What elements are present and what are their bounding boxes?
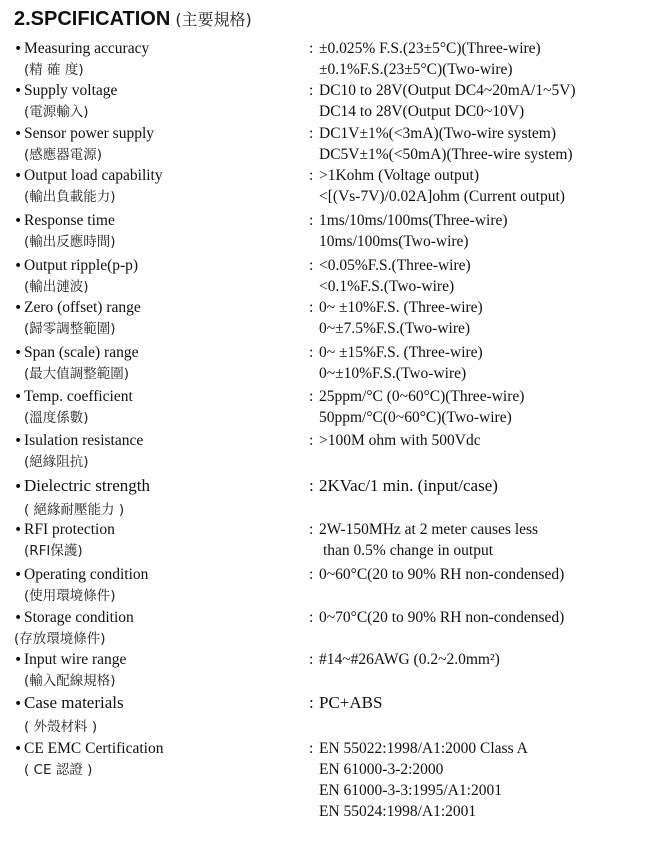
spec-label-zh: (輸入配線規格)	[24, 673, 116, 689]
spec-value: #14~#26AWG (0.2~2.0mm²)	[319, 651, 500, 668]
spec-value: >1Kohm (Voltage output)	[319, 167, 479, 184]
spec-label-zh: ( 絕緣耐壓能力 )	[24, 502, 125, 518]
spec-label: Sensor power supply	[24, 125, 155, 142]
spec-label-zh: ( CE 認證 )	[24, 762, 93, 778]
spec-value: 2KVac/1 min. (input/case)	[319, 476, 498, 495]
spec-value: >100M ohm with 500Vdc	[319, 432, 481, 449]
bullet-icon: •	[14, 83, 23, 99]
spec-label-zh: (絕緣阻抗)	[24, 454, 89, 470]
bullet-icon: •	[14, 652, 23, 668]
spec-value: 1ms/10ms/100ms(Three-wire)	[319, 212, 508, 229]
bullet-icon: •	[14, 696, 23, 712]
spec-value: 10ms/100ms(Two-wire)	[319, 233, 469, 250]
spec-label: Supply voltage	[24, 82, 118, 99]
spec-label-zh: ( 外殼材料 )	[24, 719, 98, 735]
bullet-icon: •	[14, 345, 23, 361]
bullet-icon: •	[14, 741, 23, 757]
spec-label-zh: (感應器電源)	[24, 147, 103, 163]
spec-label: RFI protection	[24, 521, 115, 538]
spec-value: EN 55024:1998/A1:2001	[319, 803, 477, 820]
bullet-icon: •	[14, 168, 23, 184]
spec-label-zh: (RFI保護)	[24, 543, 83, 559]
spec-label: Output ripple(p-p)	[24, 257, 139, 274]
spec-value: ±0.1%F.S.(23±5°C)(Two-wire)	[319, 61, 513, 78]
spec-value: 0~±10%F.S.(Two-wire)	[319, 365, 467, 382]
spec-label: Dielectric strength	[24, 476, 151, 495]
bullet-icon: •	[14, 213, 23, 229]
spec-value: 0~ ±15%F.S. (Three-wire)	[319, 344, 483, 361]
spec-label: Operating condition	[24, 566, 149, 583]
spec-label: Input wire range	[24, 651, 127, 668]
spec-label-zh: (存放環境條件)	[14, 631, 106, 647]
section-title-zh: (主要規格)	[175, 10, 252, 29]
spec-label-zh: (輸出漣波)	[24, 279, 89, 295]
bullet-icon: •	[14, 610, 23, 626]
spec-value: 25ppm/°C (0~60°C)(Three-wire)	[319, 388, 525, 405]
bullet-icon: •	[14, 567, 23, 583]
spec-label: Zero (offset) range	[24, 299, 141, 316]
section-title	[14, 6, 252, 33]
spec-label-zh: (輸出反應時間)	[24, 234, 116, 250]
section-title-en: 2.SPCIFICATION	[14, 8, 171, 30]
spec-value: 0~60°C(20 to 90% RH non-condensed)	[319, 566, 565, 583]
spec-value: 50ppm/°C(0~60°C)(Two-wire)	[319, 409, 512, 426]
bullet-icon: •	[14, 258, 23, 274]
spec-value: DC10 to 28V(Output DC4~20mA/1~5V)	[319, 82, 576, 99]
spec-value: EN 61000-3-2:2000	[319, 761, 444, 778]
spec-value: 0~70°C(20 to 90% RH non-condensed)	[319, 609, 565, 626]
spec-label: Span (scale) range	[24, 344, 139, 361]
spec-label-zh: (使用環境條件)	[24, 588, 116, 604]
spec-value: DC1V±1%(<3mA)(Two-wire system)	[319, 125, 556, 142]
spec-value: <[(Vs-7V)/0.02A]ohm (Current output)	[319, 188, 565, 205]
spec-value: 2W-150MHz at 2 meter causes less	[319, 521, 539, 538]
spec-value: than 0.5% change in output	[323, 542, 494, 559]
spec-value: DC14 to 28V(Output DC0~10V)	[319, 103, 525, 120]
bullet-icon: •	[14, 389, 23, 405]
spec-value: EN 61000-3-3:1995/A1:2001	[319, 782, 502, 799]
spec-label-zh: (輸出負載能力)	[24, 189, 116, 205]
bullet-icon: •	[14, 433, 23, 449]
spec-label: Isulation resistance	[24, 432, 144, 449]
bullet-icon: •	[14, 126, 23, 142]
bullet-icon: •	[14, 300, 23, 316]
spec-value: EN 55022:1998/A1:2000 Class A	[319, 740, 528, 757]
spec-value: <0.1%F.S.(Two-wire)	[319, 278, 455, 295]
spec-value: 0~ ±10%F.S. (Three-wire)	[319, 299, 483, 316]
spec-label-zh: (歸零調整範圍)	[24, 321, 116, 337]
spec-label: Output load capability	[24, 167, 163, 184]
bullet-icon: •	[14, 522, 23, 538]
spec-value: DC5V±1%(<50mA)(Three-wire system)	[319, 146, 573, 163]
spec-value: <0.05%F.S.(Three-wire)	[319, 257, 471, 274]
spec-label: Response time	[24, 212, 115, 229]
spec-label: Measuring accuracy	[24, 40, 150, 57]
spec-label-zh: (最大值調整範圍)	[24, 366, 130, 382]
spec-label-zh: (精 確 度)	[24, 62, 84, 78]
spec-label-zh: (溫度係數)	[24, 410, 89, 426]
spec-page: 2.SPCIFICATION (主要規格) • Measuring accuracy (精 確 度) : ±0.025% F.S.(23±5°C)(Three-wire) ±0.1%F.S.(23±5°C)(Two-wire) • Supply voltage (電源輸入) : DC10 to 28V(Output DC4~20mA/1~5V) DC14 to 28V(Output DC0~10V) • Sensor power supply (感應器電源) : DC1V±1%(<3mA)(Two-wire system) DC5V±1%(<50mA)(Three-wire system) • Output load capability (輸出負載能力) : >1Kohm (Voltage output) <[(Vs-7V)/0.02A]ohm (Current output) • Response time (輸出反應時間) : 1ms/10ms/100ms(Three-wire) 10ms/100ms(Two-wire) • Output ripple(p-p) (輸出漣波) : <0.05%F.S.(Three-wire) <0.1%F.S.(Two-wire) • Zero (offset) range (歸零調整範圍) : 0~ ±10%F.S. (Three-wire) 0~±7.5%F.S.(Two-wire) • Span (scale) range (最大值調整範圍) : 0~ ±15%F.S. (Three-wire) 0~±10%F.S.(Two-wire) • Temp. coefficient (溫度係數) : 25ppm/°C (0~60°C)(Three-wire) 50ppm/°C(0~60°C)(Two-wire) • Isulation resistance (絕緣阻抗) : >100M ohm with 500Vdc • Dielectric strength ( 絕緣耐壓能力 ) : 2KVac/1 min. (input/case) • RFI protection (RFI保護) : 2W-150MHz at 2 meter causes less than 0.5% change in output • Operating condition (使用環境條件) : 0~60°C(20 to 90% RH non-condensed) • Storage condition (存放環境條件) : 0~70°C(20 to 90% RH non-condensed) • Input wire range (輸入配線規格) : #14~#26AWG (0.2~2.0mm²) • Case materials ( 外殼材料 ) : PC+ABS • CE EMC Certification ( CE 認證 ) : EN 55022:1998/A1:2000 Class A EN 61000-3-2:2000 EN 61000-3-3:1995/A1:2001 EN 55024:1998/A1:2001	[0, 0, 665, 842]
spec-label: Temp. coefficient	[24, 388, 133, 405]
bullet-icon: •	[14, 479, 23, 495]
spec-value: PC+ABS	[319, 693, 383, 712]
spec-label: Case materials	[24, 693, 124, 712]
spec-value: 0~±7.5%F.S.(Two-wire)	[319, 320, 471, 337]
bullet-icon: •	[14, 41, 23, 57]
spec-value: ±0.025% F.S.(23±5°C)(Three-wire)	[319, 40, 541, 57]
spec-label-zh: (電源輸入)	[24, 104, 89, 120]
spec-label: Storage condition	[24, 609, 134, 626]
spec-label: CE EMC Certification	[24, 740, 164, 757]
